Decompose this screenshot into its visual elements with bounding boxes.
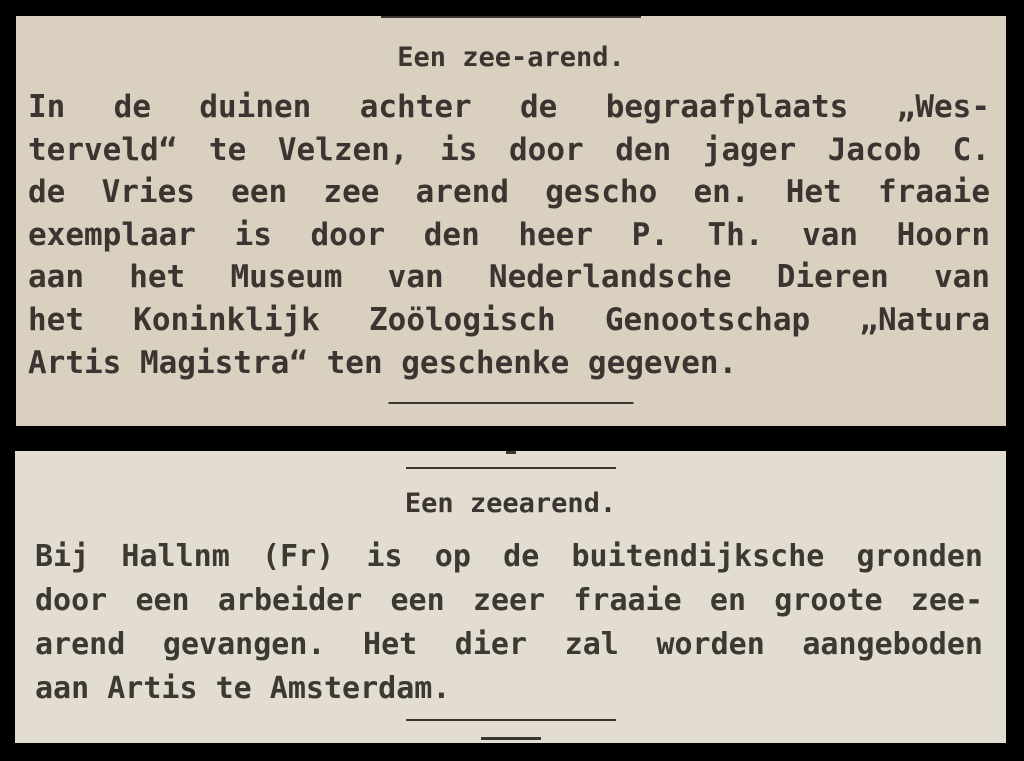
clipping-body: [35, 535, 983, 711]
text-line: exemplaar is door den heer P. Th. van Hoorn: [28, 216, 990, 253]
separator-rule-top: [406, 467, 616, 469]
newspaper-clipping-bottom: [15, 451, 1006, 743]
text-line: het Koninklijk Zoölogisch Genootschap „Natura: [28, 301, 990, 338]
text-line: aan Artis te Amsterdam.: [35, 671, 451, 706]
text-line: Artis Magistra“ ten geschenke gegeven.: [28, 344, 738, 381]
clipping-headline: Een zee-arend.: [397, 42, 625, 73]
text-line: aan het Museum van Nederlandsche Dieren van: [28, 259, 990, 296]
text-line: In de duinen achter de begraafplaats „Wes-: [28, 89, 990, 125]
text-line: door een arbeider een zeer fraaie en groote zee-: [35, 583, 983, 618]
separator-fragment: [506, 451, 516, 454]
clipping-headline: Een zeearend.: [404, 488, 617, 519]
separator-rule-bottom: [389, 402, 634, 404]
newspaper-clipping-top: [16, 16, 1006, 426]
separator-rule-top: [381, 16, 641, 18]
text-line: terveld“ te Velzen, is door den jager Jacob C.: [28, 131, 990, 168]
separator-rule-bottom: [406, 719, 616, 721]
text-line: de Vries een zee arend gescho en. Het fraaie: [28, 174, 990, 211]
text-line: arend gevangen. Het dier zal worden aangeboden: [35, 627, 983, 662]
clipping-body: [28, 86, 990, 384]
text-line: Bij Hallnm (Fr) is op de buitendijksche gronden: [35, 539, 983, 574]
separator-fragment: [481, 737, 541, 740]
